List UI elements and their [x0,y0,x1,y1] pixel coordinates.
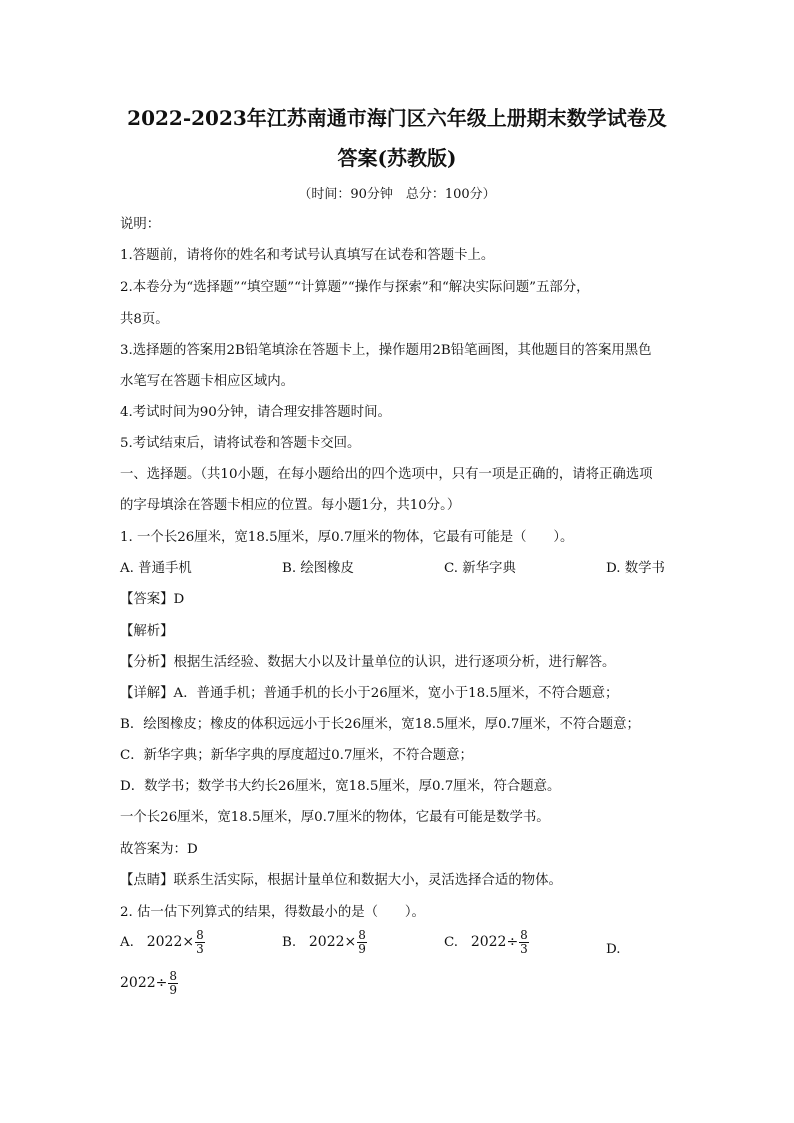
section-one-heading-cont: 的字母填涂在答题卡相应的位置。每小题1分，共10分。） [120,498,461,513]
section-one-heading: 一、选择题。（共10小题，在每小题给出的四个选项中，只有一项是正确的，请将正确选项 [120,467,653,482]
q1-option-d: D. 数学书 [606,561,665,576]
question-1: 1. 一个长26厘米，宽18.5厘米，厚0.7厘米的物体，它最有可能是（ ）。 [120,530,574,545]
instructions-heading: 说明： [120,217,161,232]
q2-option-a: A. 2022× $\frac{8}{3}$ [120,928,204,956]
q1-detail-c: C．新华字典；新华字典的厚度超过0.7厘米，不符合题意； [120,748,473,763]
q2-option-d-expression: 2022÷ $\frac{8}{9}$ [120,969,177,997]
q1-option-b: B. 绘图橡皮 [282,561,354,576]
q1-comment: 【点睛】联系生活实际，根据计量单位和数据大小，灵活选择合适的物体。 [120,873,562,888]
exam-time-and-score: （时间：90分钟 总分：100分） [298,187,496,202]
document-title-line-2: 答案(苏教版) [337,146,457,170]
q2-option-b: B. 2022× $\frac{8}{9}$ [282,928,366,956]
instruction-5: 5.考试结束后，请将试卷和答题卡交回。 [120,436,361,451]
q1-detail-b: B．绘图橡皮；橡皮的体积远远小于长26厘米，宽18.5厘米，厚0.7厘米，不符合题意； [120,717,640,732]
document-title-line-1: 2022-2023年江苏南通市海门区六年级上册期末数学试卷及 [127,106,667,130]
q1-final-answer: 故答案为：D [120,842,198,857]
instruction-4: 4.考试时间为90分钟，请合理安排答题时间。 [120,405,391,420]
instruction-2: 2.本卷分为“选择题”“填空题”“计算题”“操作与探索”和“解决实际问题”五部分， [120,280,590,295]
instruction-3-cont: 水笔写在答题卡相应区域内。 [120,374,295,389]
q1-detail-a: 【详解】A．普通手机；普通手机的长小于26厘米，宽小于18.5厘米，不符合题意； [120,686,619,701]
instruction-2-cont: 共8页。 [120,312,169,327]
instruction-3: 3.选择题的答案用2B铅笔填涂在答题卡上，操作题用2B铅笔画图，其他题目的答案用黑色 [120,343,652,358]
q1-analysis: 【分析】根据生活经验、数据大小以及计量单位的认识，进行逐项分析，进行解答。 [120,655,616,670]
q1-option-a: A. 普通手机 [120,561,192,576]
q1-answer: 【答案】D [120,592,185,607]
instruction-1: 1.答题前，请将你的姓名和考试号认真填写在试卷和答题卡上。 [120,248,495,263]
q2-option-c: C. 2022÷ $\frac{8}{3}$ [444,928,528,956]
q2-option-d-letter: D. [606,942,621,957]
q1-option-c: C. 新华字典 [444,561,516,576]
q1-conclusion: 一个长26厘米，宽18.5厘米，厚0.7厘米的物体，它最有可能是数学书。 [120,810,550,825]
q1-detail-d: D．数学书；数学书大约长26厘米，宽18.5厘米，厚0.7厘米，符合题意。 [120,779,561,794]
q1-explanation-heading: 【解析】 [120,624,174,639]
question-2: 2. 估一估下列算式的结果，得数最小的是（ ）。 [120,905,425,920]
